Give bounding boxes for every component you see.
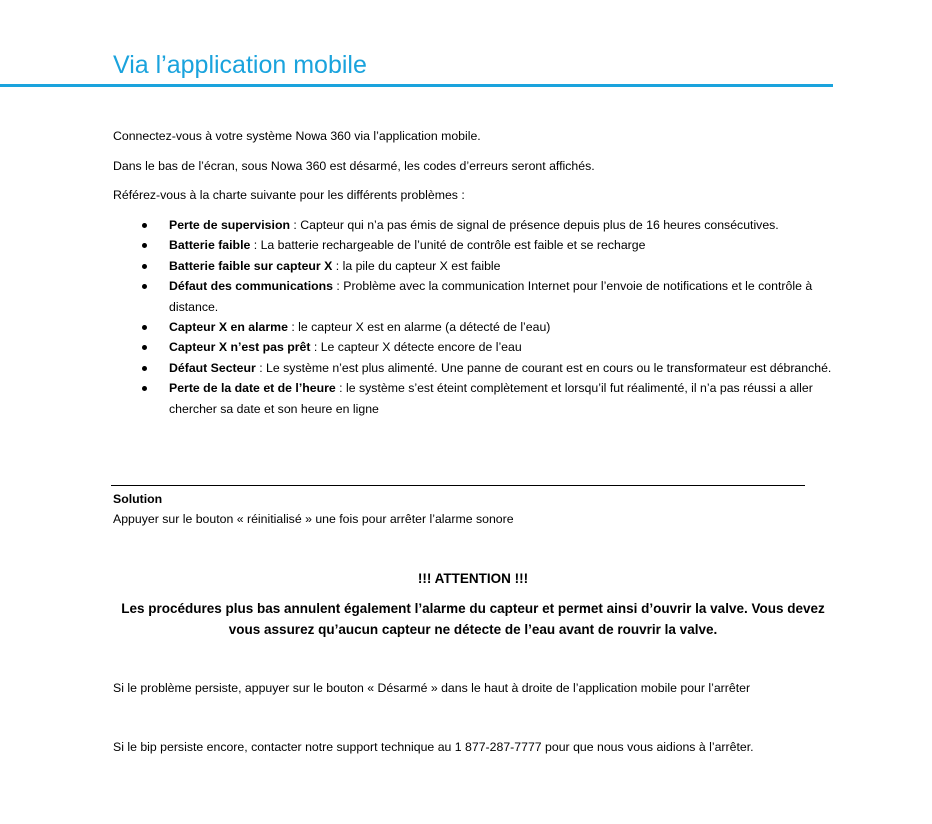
problem-term: Défaut des communications — [169, 279, 333, 294]
list-item — [113, 235, 833, 255]
bullet-icon — [142, 325, 147, 330]
problem-description: : le système s’est éteint complètement et lorsqu’il fut réalimenté, il n’a pas réussi a aller chercher sa date et son heure en ligne — [169, 381, 813, 416]
bullet-icon — [142, 284, 147, 289]
problem-list — [113, 215, 833, 419]
list-item — [113, 317, 833, 337]
page-title: Via l’application mobile — [113, 51, 367, 79]
list-item — [113, 358, 833, 378]
intro-paragraph-connect: Connectez-vous à votre système Nowa 360 via l’application mobile. — [113, 129, 481, 143]
section-divider — [111, 485, 805, 486]
problem-description: : Le système n’est plus alimenté. Une panne de courant est en cours ou le transformateur est débranché. — [255, 360, 832, 375]
title-underline — [0, 84, 833, 87]
bullet-icon — [142, 223, 147, 228]
problem-term: Perte de la date et de l’heure — [169, 381, 336, 396]
list-item — [113, 256, 833, 276]
bullet-icon — [142, 345, 147, 350]
problem-term: Batterie faible — [169, 238, 251, 253]
persist-paragraph: Si le problème persiste, appuyer sur le bouton « Désarmé » dans le haut à droite de l’application mobile pour l’arrêter — [113, 681, 751, 695]
bullet-icon — [142, 366, 147, 371]
bullet-icon — [142, 386, 147, 391]
problem-term: Défaut Secteur — [169, 360, 256, 375]
solution-heading: Solution — [113, 492, 163, 506]
list-item — [113, 276, 833, 317]
problem-term: Capteur X en alarme — [169, 320, 288, 335]
problem-description: : La batterie rechargeable de l’unité de contrôle est faible et se recharge — [250, 238, 646, 253]
problem-description: : Capteur qui n’a pas émis de signal de présence depuis plus de 16 heures consécutives. — [289, 218, 779, 232]
support-paragraph: Si le bip persiste encore, contacter notre support technique au 1 877-287-7777 pour que nous vous aidions à l’arrêter. — [113, 740, 754, 754]
intro-paragraph-chart: Référez-vous à la charte suivante pour les différents problèmes : — [113, 188, 465, 202]
list-item — [113, 215, 833, 235]
solution-text: Appuyer sur le bouton « réinitialisé » une fois pour arrêter l’alarme sonore — [113, 512, 514, 526]
problem-term: Capteur X n’est pas prêt — [169, 340, 311, 355]
attention-heading: !!! ATTENTION !!! — [417, 571, 529, 586]
problem-description: : le capteur X est en alarme (a détecté de l’eau) — [287, 320, 551, 335]
attention-warning: Les procédures plus bas annulent également l’alarme du capteur et permet ainsi d’ouvrir la valve. Vous devez vous assurez qu’aucun capteur ne détecte de l’eau avant de rouvrir la valve. — [121, 601, 825, 637]
bullet-icon — [142, 243, 147, 248]
bullet-icon — [142, 264, 147, 269]
problem-description: : Problème avec la communication Internet pour l’envoie de notifications et le contrôle à distance. — [169, 279, 813, 314]
problem-term: Perte de supervision — [169, 218, 290, 232]
intro-paragraph-codes: Dans le bas de l’écran, sous Nowa 360 est désarmé, les codes d’erreurs seront affichés. — [113, 159, 595, 173]
list-item — [113, 378, 833, 419]
problem-description: : la pile du capteur X est faible — [332, 258, 501, 273]
list-item — [113, 337, 833, 357]
problem-term: Batterie faible sur capteur X — [169, 258, 333, 273]
problem-description: : Le capteur X détecte encore de l’eau — [310, 340, 522, 355]
